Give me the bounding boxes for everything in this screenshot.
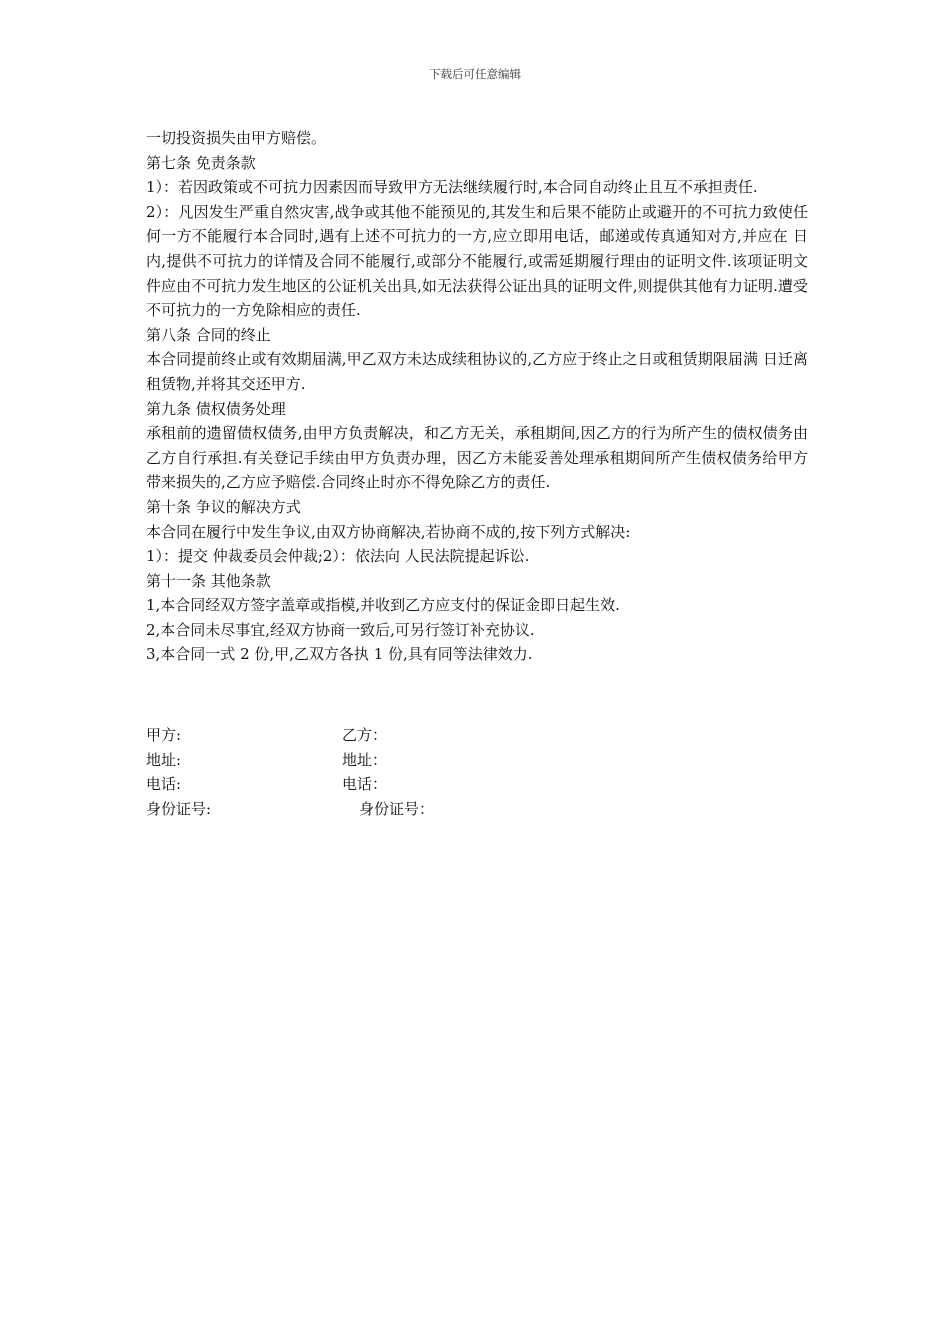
party-row	[146, 723, 646, 748]
signature-block	[146, 723, 646, 821]
id-a-label: 身份证号:	[146, 799, 212, 818]
phone-b-label: 电话：	[342, 775, 388, 794]
section-8-body: 本合同提前终止或有效期届满,甲乙双方未达成续租协议的,乙方应于终止之日或租赁期限届满 日迁离租赁物,并将其交还甲方.	[146, 350, 808, 393]
phone-a-label: 电话:	[146, 775, 182, 794]
section-7-clause-1: 1）：若因政策或不可抗力因素因而导致甲方无法继续履行时,本合同自动终止且互不承担责任.	[146, 178, 758, 197]
section-9-body: 承租前的遗留债权债务,由甲方负责解决，和乙方无关，承租期间,因乙方的行为所产生的债权债务由乙方自行承担.有关登记手续由甲方负责办理，因乙方未能妥善处理承租期间所产生债权债务给甲方带来损失的,乙方应予赔偿.合同终止时亦不得免除乙方的责任.	[146, 424, 808, 492]
phone-row	[146, 772, 646, 797]
address-row	[146, 748, 646, 773]
section-8-heading: 第八条 合同的终止	[146, 325, 271, 344]
party-b-label: 乙方：	[342, 726, 388, 744]
section-9-heading: 第九条 债权债务处理	[146, 399, 286, 418]
section-11-item-2: 2,本合同未尽事宜,经双方协商一致后,可另行签订补充协议.	[146, 620, 535, 639]
section-11-item-1: 1,本合同经双方签字盖章或指模,并收到乙方应支付的保证金即日起生效.	[146, 596, 620, 615]
continuation-paragraph: 一切投资损失由甲方赔偿。	[146, 129, 327, 147]
section-7-heading: 第七条 免责条款	[146, 153, 256, 172]
section-10-body: 本合同在履行中发生争议,由双方协商解决,若协商不成的,按下列方式解决:	[146, 522, 631, 541]
id-row	[146, 797, 646, 822]
section-10-options: 1）：提交 仲裁委员会仲裁;2）：依法向 人民法院提起诉讼.	[146, 547, 530, 566]
address-b-label: 地址：	[342, 750, 388, 769]
page-header-note: 下载后可任意编辑	[429, 67, 521, 81]
section-10-heading: 第十条 争议的解决方式	[146, 497, 301, 516]
section-7-clause-2: 2）：凡因发生严重自然灾害,战争或其他不能预见的,其发生和后果不能防止或避开的不可抗力致使任何一方不能履行本合同时,遇有上述不可抗力的一方,应立即用电话，邮递或传真通知对方,并应在 日内,提供不可抗力的详情及合同不能履行,或部分不能履行,或需延期履行理由的证明文件.该项证明文件应由不可抗力发生地区的公证机关出具,如无法获得公证出具的证明文件,则提供其他有力证明.遭受不可抗力的一方免除相应的责任.	[146, 202, 808, 320]
party-a-label: 甲方:	[146, 726, 182, 744]
address-a-label: 地址:	[146, 750, 182, 769]
section-11-heading: 第十一条 其他条款	[146, 571, 271, 590]
contract-body	[146, 126, 808, 667]
section-11-item-3: 3,本合同一式 2 份,甲,乙双方各执 1 份,具有同等法律效力.	[146, 645, 533, 664]
id-b-label: 身份证号：	[359, 799, 435, 818]
